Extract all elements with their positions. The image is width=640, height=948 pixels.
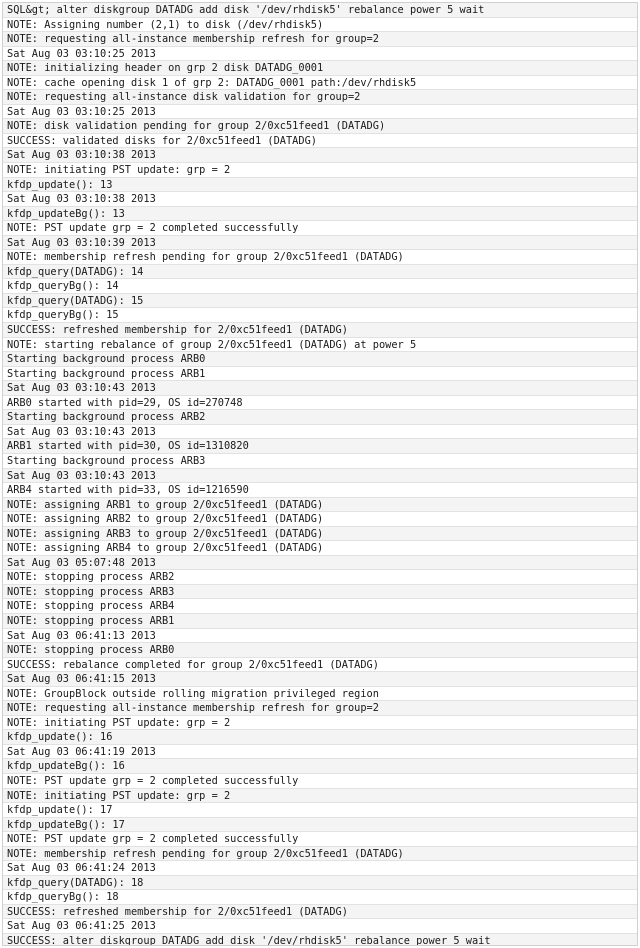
- log-line: Sat Aug 03 06:41:19 2013: [3, 745, 637, 760]
- log-line: kfdp_query(DATADG): 14: [3, 265, 637, 280]
- log-line: NOTE: disk validation pending for group 2/0xc51feed1 (DATADG): [3, 119, 637, 134]
- asm-alert-log: [2, 2, 638, 946]
- log-line: NOTE: stopping process ARB3: [3, 585, 637, 600]
- log-line: Starting background process ARB3: [3, 454, 637, 469]
- log-line: Sat Aug 03 03:10:25 2013: [3, 47, 637, 62]
- log-line: kfdp_update(): 17: [3, 803, 637, 818]
- log-line: Sat Aug 03 03:10:43 2013: [3, 381, 637, 396]
- log-line: NOTE: initializing header on grp 2 disk DATADG_0001: [3, 61, 637, 76]
- log-line: kfdp_updateBg(): 17: [3, 818, 637, 833]
- log-line: Starting background process ARB2: [3, 410, 637, 425]
- log-line: NOTE: PST update grp = 2 completed successfully: [3, 832, 637, 847]
- log-line: Sat Aug 03 03:10:38 2013: [3, 148, 637, 163]
- log-line: NOTE: assigning ARB4 to group 2/0xc51feed1 (DATADG): [3, 541, 637, 556]
- log-line: NOTE: membership refresh pending for group 2/0xc51feed1 (DATADG): [3, 847, 637, 862]
- log-line: NOTE: stopping process ARB4: [3, 599, 637, 614]
- log-line: SQL&gt; alter diskgroup DATADG add disk '/dev/rhdisk5' rebalance power 5 wait: [3, 3, 637, 18]
- log-line: Sat Aug 03 03:10:43 2013: [3, 425, 637, 440]
- log-line: SUCCESS: refreshed membership for 2/0xc51feed1 (DATADG): [3, 905, 637, 920]
- log-line: kfdp_update(): 16: [3, 730, 637, 745]
- log-line: NOTE: assigning ARB2 to group 2/0xc51feed1 (DATADG): [3, 512, 637, 527]
- log-line: Starting background process ARB0: [3, 352, 637, 367]
- log-line: Sat Aug 03 03:10:25 2013: [3, 105, 637, 120]
- log-line: NOTE: stopping process ARB0: [3, 643, 637, 658]
- log-line: NOTE: GroupBlock outside rolling migration privileged region: [3, 687, 637, 702]
- log-line: NOTE: assigning ARB3 to group 2/0xc51feed1 (DATADG): [3, 527, 637, 542]
- log-line: NOTE: assigning ARB1 to group 2/0xc51feed1 (DATADG): [3, 498, 637, 513]
- log-line: Sat Aug 03 05:07:48 2013: [3, 556, 637, 571]
- log-line: Starting background process ARB1: [3, 367, 637, 382]
- log-line: NOTE: stopping process ARB1: [3, 614, 637, 629]
- log-line: kfdp_queryBg(): 15: [3, 308, 637, 323]
- log-line: NOTE: requesting all-instance disk validation for group=2: [3, 90, 637, 105]
- log-line: Sat Aug 03 03:10:38 2013: [3, 192, 637, 207]
- log-line: NOTE: cache opening disk 1 of grp 2: DATADG_0001 path:/dev/rhdisk5: [3, 76, 637, 91]
- log-line: Sat Aug 03 06:41:24 2013: [3, 861, 637, 876]
- log-line: NOTE: requesting all-instance membership refresh for group=2: [3, 701, 637, 716]
- log-line: NOTE: membership refresh pending for group 2/0xc51feed1 (DATADG): [3, 250, 637, 265]
- log-line: NOTE: initiating PST update: grp = 2: [3, 716, 637, 731]
- log-line: NOTE: Assigning number (2,1) to disk (/dev/rhdisk5): [3, 18, 637, 33]
- log-line: kfdp_update(): 13: [3, 178, 637, 193]
- log-line: Sat Aug 03 06:41:13 2013: [3, 629, 637, 644]
- log-line: NOTE: PST update grp = 2 completed successfully: [3, 774, 637, 789]
- log-line: SUCCESS: rebalance completed for group 2/0xc51feed1 (DATADG): [3, 658, 637, 673]
- log-line: SUCCESS: alter diskgroup DATADG add disk '/dev/rhdisk5' rebalance power 5 wait: [3, 934, 637, 946]
- log-line: Sat Aug 03 03:10:43 2013: [3, 469, 637, 484]
- log-line: NOTE: PST update grp = 2 completed successfully: [3, 221, 637, 236]
- log-line: Sat Aug 03 06:41:15 2013: [3, 672, 637, 687]
- log-line: NOTE: stopping process ARB2: [3, 570, 637, 585]
- log-line: SUCCESS: refreshed membership for 2/0xc51feed1 (DATADG): [3, 323, 637, 338]
- log-line: kfdp_queryBg(): 18: [3, 890, 637, 905]
- log-line: ARB1 started with pid=30, OS id=1310820: [3, 439, 637, 454]
- log-line: kfdp_query(DATADG): 18: [3, 876, 637, 891]
- log-line: SUCCESS: validated disks for 2/0xc51feed1 (DATADG): [3, 134, 637, 149]
- log-line: NOTE: requesting all-instance membership refresh for group=2: [3, 32, 637, 47]
- log-line: kfdp_updateBg(): 13: [3, 207, 637, 222]
- log-line: ARB0 started with pid=29, OS id=270748: [3, 396, 637, 411]
- log-line: kfdp_queryBg(): 14: [3, 279, 637, 294]
- log-line: kfdp_query(DATADG): 15: [3, 294, 637, 309]
- log-line: NOTE: initiating PST update: grp = 2: [3, 163, 637, 178]
- log-line: Sat Aug 03 06:41:25 2013: [3, 919, 637, 934]
- log-line: NOTE: starting rebalance of group 2/0xc51feed1 (DATADG) at power 5: [3, 338, 637, 353]
- log-line: kfdp_updateBg(): 16: [3, 759, 637, 774]
- log-line: ARB4 started with pid=33, OS id=1216590: [3, 483, 637, 498]
- log-line: Sat Aug 03 03:10:39 2013: [3, 236, 637, 251]
- log-line: NOTE: initiating PST update: grp = 2: [3, 789, 637, 804]
